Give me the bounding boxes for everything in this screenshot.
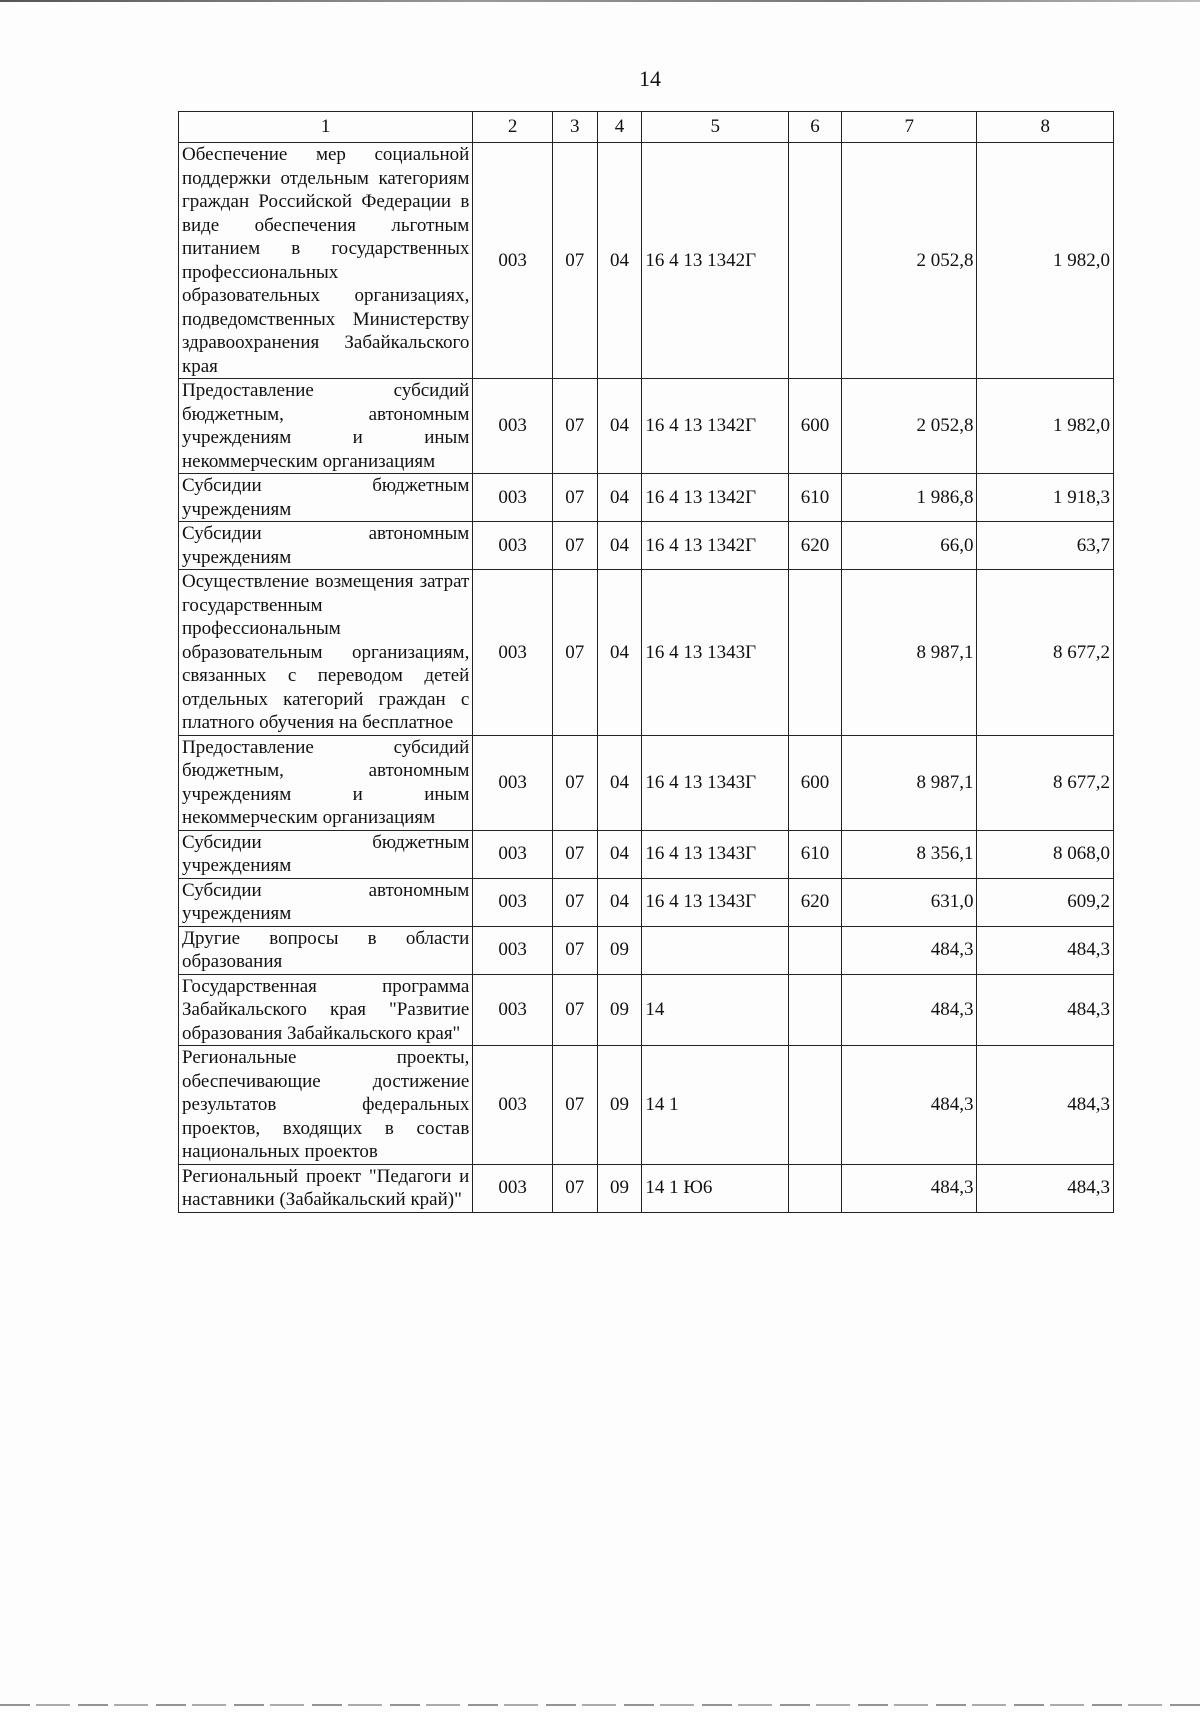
row-name: Предоставление субсидий бюджетным, автономным учреждениям и иным некоммерческим организациям — [179, 379, 473, 474]
row-sum-1: 8 356,1 — [842, 830, 977, 878]
row-rz: 07 — [552, 1164, 597, 1212]
page-number: 14 — [639, 66, 661, 91]
row-sum-2: 1 918,3 — [977, 474, 1114, 522]
row-csr: 16 4 13 1342Г — [642, 143, 789, 379]
table-row — [179, 1164, 1114, 1212]
row-grbs: 003 — [473, 570, 552, 736]
row-csr: 14 — [642, 974, 789, 1046]
row-grbs: 003 — [473, 143, 552, 379]
row-sum-2: 1 982,0 — [977, 379, 1114, 474]
row-rz: 07 — [552, 830, 597, 878]
header-col-2: 2 — [473, 112, 552, 143]
scan-edge-top — [0, 0, 1200, 2]
row-name: Субсидии автономным учреждениям — [179, 522, 473, 570]
row-pr: 09 — [597, 1164, 642, 1212]
row-pr: 04 — [597, 379, 642, 474]
row-name: Субсидии бюджетным учреждениям — [179, 474, 473, 522]
row-rz: 07 — [552, 974, 597, 1046]
row-grbs: 003 — [473, 926, 552, 974]
row-sum-1: 2 052,8 — [842, 143, 977, 379]
table-row — [179, 735, 1114, 830]
table-row — [179, 1046, 1114, 1165]
row-vr — [789, 974, 842, 1046]
row-vr — [789, 926, 842, 974]
row-pr: 04 — [597, 522, 642, 570]
header-col-7: 7 — [842, 112, 977, 143]
row-vr: 600 — [789, 735, 842, 830]
table-row — [179, 926, 1114, 974]
row-sum-1: 8 987,1 — [842, 570, 977, 736]
row-rz: 07 — [552, 570, 597, 736]
scan-edge-bottom — [0, 1704, 1200, 1706]
row-pr: 04 — [597, 830, 642, 878]
header-col-3: 3 — [552, 112, 597, 143]
row-pr: 04 — [597, 878, 642, 926]
row-grbs: 003 — [473, 522, 552, 570]
row-name: Осуществление возмещения затрат государственным профессиональным образовательным организациям, связанных с переводом детей отдельных категорий граждан с платного обучения на бесплатное — [179, 570, 473, 736]
row-sum-1: 631,0 — [842, 878, 977, 926]
row-vr: 610 — [789, 830, 842, 878]
row-rz: 07 — [552, 735, 597, 830]
row-grbs: 003 — [473, 735, 552, 830]
row-name: Субсидии бюджетным учреждениям — [179, 830, 473, 878]
row-csr: 14 1 — [642, 1046, 789, 1165]
header-col-6: 6 — [789, 112, 842, 143]
row-sum-1: 66,0 — [842, 522, 977, 570]
row-sum-2: 8 068,0 — [977, 830, 1114, 878]
row-pr: 04 — [597, 474, 642, 522]
row-csr: 16 4 13 1343Г — [642, 570, 789, 736]
row-rz: 07 — [552, 474, 597, 522]
row-sum-2: 609,2 — [977, 878, 1114, 926]
table-row — [179, 570, 1114, 736]
row-vr — [789, 570, 842, 736]
table-row — [179, 379, 1114, 474]
row-vr: 620 — [789, 522, 842, 570]
table-row — [179, 878, 1114, 926]
row-vr — [789, 1046, 842, 1165]
row-name: Обеспечение мер социальной поддержки отдельным категориям граждан Российской Федерации в виде обеспечения льготным питанием в государственных профессиональных образовательных организациях, подведомственных Министерству здравоохранения Забайкальского края — [179, 143, 473, 379]
row-name: Региональные проекты, обеспечивающие достижение результатов федеральных проектов, входящих в состав национальных проектов — [179, 1046, 473, 1165]
row-csr — [642, 926, 789, 974]
row-grbs: 003 — [473, 379, 552, 474]
row-rz: 07 — [552, 878, 597, 926]
row-grbs: 003 — [473, 474, 552, 522]
row-grbs: 003 — [473, 974, 552, 1046]
table-row — [179, 522, 1114, 570]
header-col-5: 5 — [642, 112, 789, 143]
table-row — [179, 974, 1114, 1046]
table-row — [179, 143, 1114, 379]
row-csr: 16 4 13 1343Г — [642, 735, 789, 830]
row-sum-1: 2 052,8 — [842, 379, 977, 474]
row-grbs: 003 — [473, 830, 552, 878]
row-pr: 04 — [597, 570, 642, 736]
header-col-8: 8 — [977, 112, 1114, 143]
row-rz: 07 — [552, 926, 597, 974]
row-pr: 04 — [597, 143, 642, 379]
row-csr: 16 4 13 1343Г — [642, 830, 789, 878]
row-sum-2: 1 982,0 — [977, 143, 1114, 379]
row-rz: 07 — [552, 143, 597, 379]
row-sum-1: 484,3 — [842, 926, 977, 974]
row-vr — [789, 1164, 842, 1212]
row-sum-1: 8 987,1 — [842, 735, 977, 830]
row-name: Государственная программа Забайкальского края "Развитие образования Забайкальского края" — [179, 974, 473, 1046]
row-csr: 16 4 13 1343Г — [642, 878, 789, 926]
row-grbs: 003 — [473, 878, 552, 926]
row-sum-2: 8 677,2 — [977, 570, 1114, 736]
table-row — [179, 474, 1114, 522]
row-name: Другие вопросы в области образования — [179, 926, 473, 974]
row-sum-2: 484,3 — [977, 926, 1114, 974]
row-vr: 620 — [789, 878, 842, 926]
row-sum-1: 484,3 — [842, 1164, 977, 1212]
row-sum-2: 484,3 — [977, 974, 1114, 1046]
row-rz: 07 — [552, 379, 597, 474]
row-vr — [789, 143, 842, 379]
row-sum-1: 484,3 — [842, 974, 977, 1046]
row-csr: 16 4 13 1342Г — [642, 522, 789, 570]
row-vr: 610 — [789, 474, 842, 522]
budget-table — [178, 111, 1114, 1213]
header-row — [179, 112, 1114, 143]
row-csr: 16 4 13 1342Г — [642, 379, 789, 474]
row-name: Предоставление субсидий бюджетным, автономным учреждениям и иным некоммерческим организациям — [179, 735, 473, 830]
row-sum-2: 8 677,2 — [977, 735, 1114, 830]
row-pr: 09 — [597, 926, 642, 974]
row-vr: 600 — [789, 379, 842, 474]
row-sum-1: 1 986,8 — [842, 474, 977, 522]
row-csr: 14 1 Ю6 — [642, 1164, 789, 1212]
header-col-1: 1 — [179, 112, 473, 143]
row-csr: 16 4 13 1342Г — [642, 474, 789, 522]
header-col-4: 4 — [597, 112, 642, 143]
row-name: Региональный проект "Педагоги и наставники (Забайкальский край)" — [179, 1164, 473, 1212]
row-rz: 07 — [552, 1046, 597, 1165]
row-sum-2: 484,3 — [977, 1164, 1114, 1212]
row-name: Субсидии автономным учреждениям — [179, 878, 473, 926]
row-sum-2: 484,3 — [977, 1046, 1114, 1165]
row-grbs: 003 — [473, 1046, 552, 1165]
table-row — [179, 830, 1114, 878]
row-grbs: 003 — [473, 1164, 552, 1212]
row-sum-1: 484,3 — [842, 1046, 977, 1165]
row-rz: 07 — [552, 522, 597, 570]
row-sum-2: 63,7 — [977, 522, 1114, 570]
row-pr: 09 — [597, 1046, 642, 1165]
row-pr: 04 — [597, 735, 642, 830]
row-pr: 09 — [597, 974, 642, 1046]
